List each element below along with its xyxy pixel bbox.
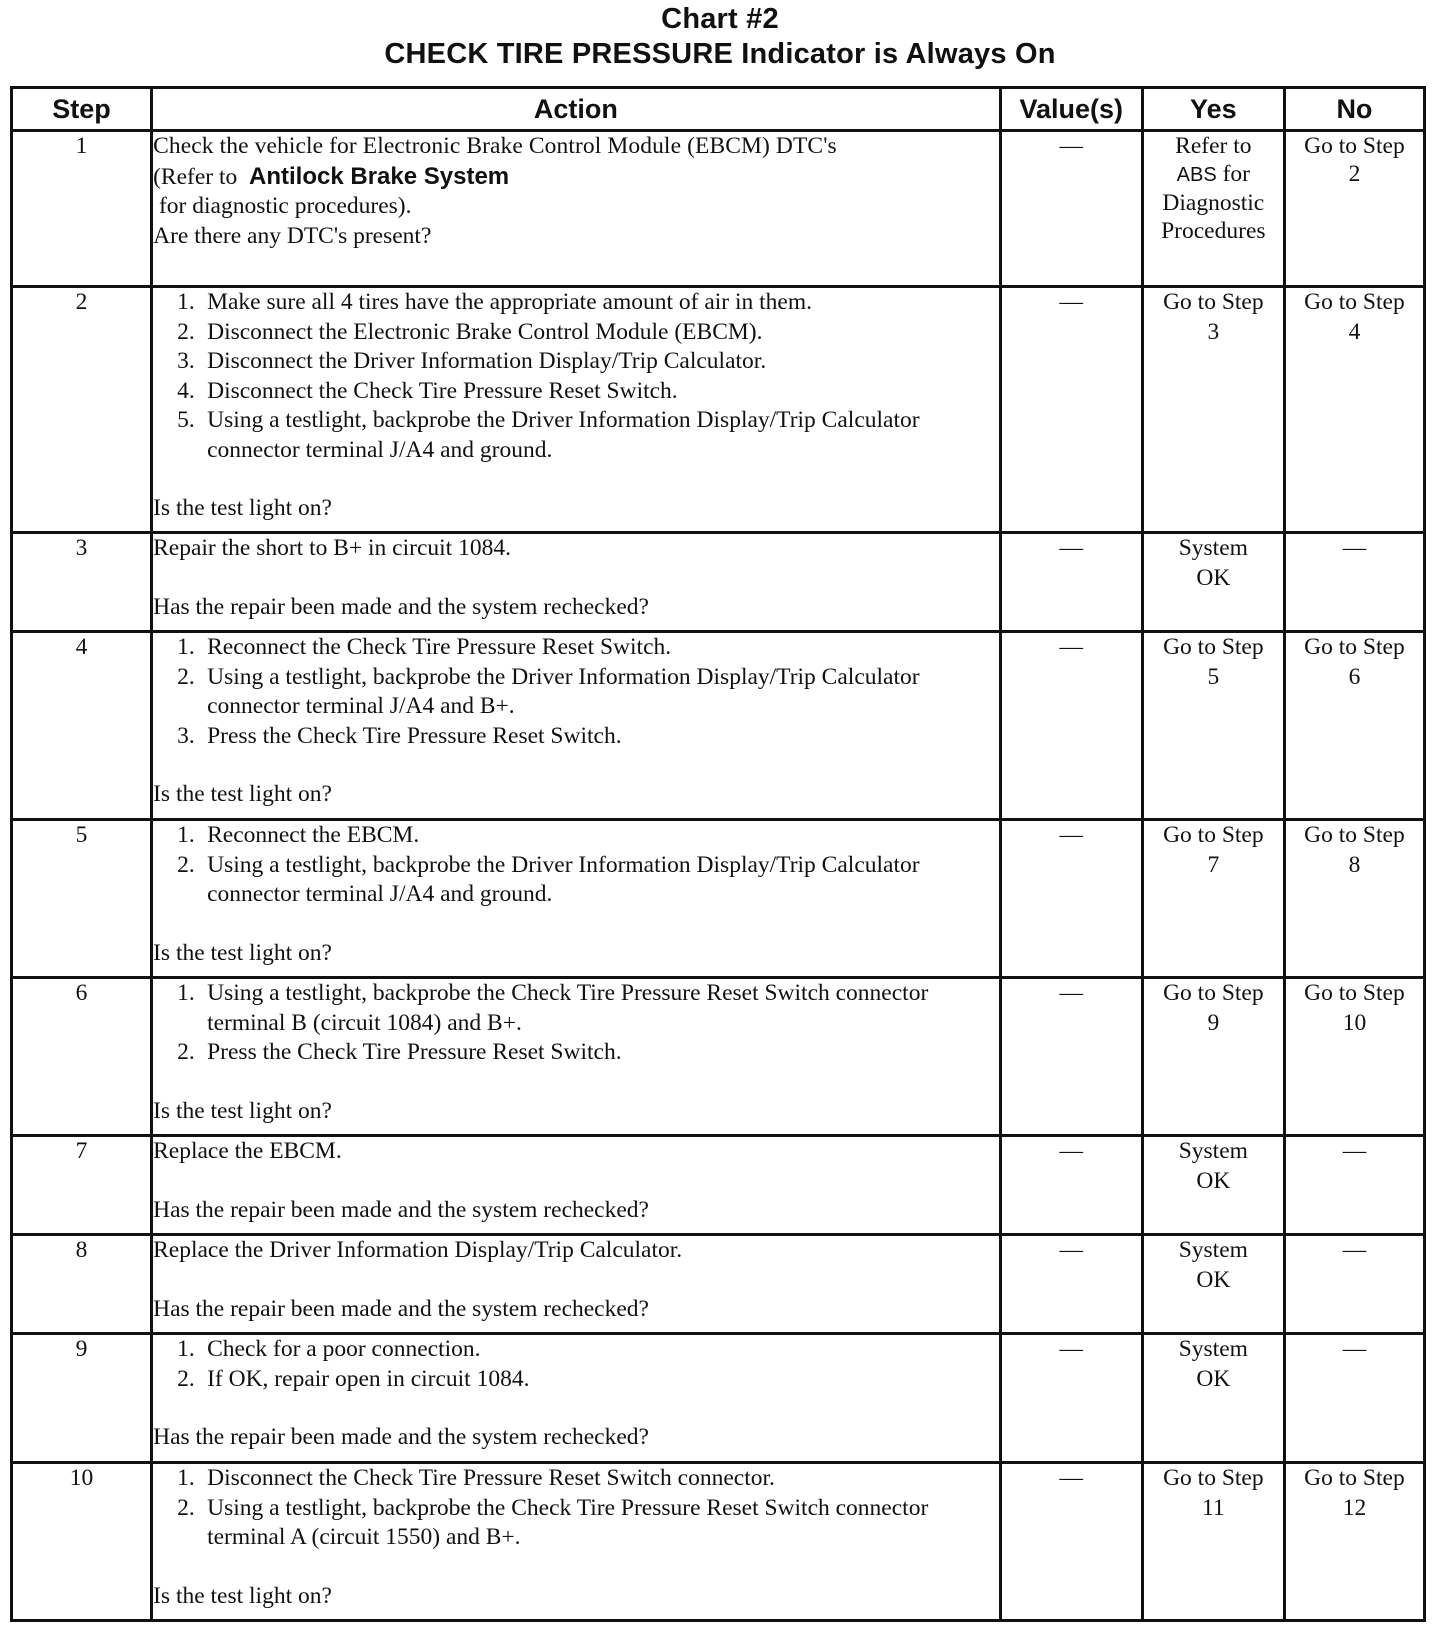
list-item: 2. Using a testlight, backprobe the Driver Information Display/Trip Calculator connector terminal J/A4 and ground. [177,851,920,907]
no-text: Go to Step [1304,1465,1405,1491]
no-cell [1284,632,1424,820]
value-cell: — [1000,533,1142,632]
yes-text: System [1178,1237,1248,1263]
list-item: 1. Reconnect the EBCM. [177,822,420,848]
list-item: 2. If OK, repair open in circuit 1084. [177,1365,530,1392]
action-question: Is the test light on? [153,781,332,807]
list-item: 1. Make sure all 4 tires have the appropriate amount of air in them. [177,289,813,315]
yes-text: Diagnostic [1162,190,1265,216]
table-row [12,1334,1425,1463]
no-text: 4 [1348,318,1361,345]
list-item: 3. Press the Check Tire Pressure Reset Switch. [177,722,622,749]
no-cell [1284,287,1424,533]
header-step: Step [12,88,152,131]
no-cell: — [1284,533,1424,632]
action-list [153,288,999,465]
chart-number: Chart #2 [661,3,779,35]
list-item: 2. Disconnect the Electronic Brake Control Module (EBCM). [177,318,763,345]
action-cell [152,533,1001,632]
yes-text [1144,160,1283,189]
action-question: Is the test light on? [153,495,332,521]
yes-cell [1142,632,1284,820]
no-text: Go to Step [1304,133,1405,159]
action-cell [152,1463,1001,1621]
yes-text: 9 [1207,1009,1220,1036]
yes-text: OK [1196,1167,1231,1194]
action-question: Is the test light on? [153,939,332,966]
value-cell: — [1000,1136,1142,1235]
table-row [12,1463,1425,1621]
list-item: 1. Disconnect the Check Tire Pressure Reset Switch connector. [177,1465,775,1491]
value-cell: — [1000,820,1142,978]
no-cell [1284,820,1424,978]
yes-cell [1142,1136,1284,1235]
yes-text: OK [1196,564,1231,591]
header-row [12,88,1425,131]
value-cell: — [1000,632,1142,820]
action-question: Is the test light on? [153,1582,332,1609]
step-number: 3 [12,533,152,632]
yes-text: System [1178,1336,1248,1362]
action-list [153,821,999,910]
action-cell [152,1334,1001,1463]
value-cell: — [1000,1235,1142,1334]
list-item: 2. Using a testlight, backprobe the Driver Information Display/Trip Calculator connector terminal J/A4 and B+. [177,663,920,719]
action-text: Repair the short to B+ in circuit 1084. [153,535,511,561]
no-cell [1284,978,1424,1136]
no-cell: — [1284,1136,1424,1235]
action-question: Has the repair been made and the system rechecked? [153,1424,649,1450]
value-cell: — [1000,978,1142,1136]
yes-cell [1142,287,1284,533]
step-number: 1 [12,131,152,287]
no-text: 12 [1342,1494,1367,1521]
step-number: 7 [12,1136,152,1235]
yes-text: Go to Step [1163,634,1264,660]
action-question: Has the repair been made and the system rechecked? [153,1295,649,1322]
action-text [153,162,999,193]
action-text: Replace the Driver Information Display/Trip Calculator. [153,1237,683,1263]
list-item: 4. Disconnect the Check Tire Pressure Reset Switch. [177,377,678,404]
action-list [153,1464,999,1553]
no-text: Go to Step [1304,289,1405,315]
table-row [12,533,1425,632]
no-text: Go to Step [1304,980,1405,1006]
header-value: Value(s) [1000,88,1142,131]
step-number: 6 [12,978,152,1136]
action-cell [152,632,1001,820]
action-list [153,1335,999,1394]
yes-text: ABS [1176,164,1217,186]
list-item: 5. Using a testlight, backprobe the Driver Information Display/Trip Calculator connector terminal J/A4 and ground. [177,407,920,463]
yes-cell [1142,820,1284,978]
list-item: 2. Press the Check Tire Pressure Reset Switch. [177,1039,622,1065]
yes-text: 7 [1207,851,1220,878]
yes-text: for [1216,161,1250,187]
yes-cell [1142,1235,1284,1334]
yes-text: Refer to [1175,133,1252,159]
header-action: Action [152,88,1001,131]
action-cell [152,820,1001,978]
action-list [153,979,999,1068]
no-text: 6 [1348,663,1361,690]
yes-text: OK [1196,1266,1231,1293]
table-row [12,978,1425,1136]
yes-text: Go to Step [1163,822,1264,848]
action-text: Check the vehicle for Electronic Brake Control Module (EBCM) DTC's [153,133,837,159]
no-text: Go to Step [1304,634,1405,660]
action-list [153,633,999,751]
yes-cell [1142,1463,1284,1621]
action-cell [152,287,1001,533]
step-number: 5 [12,820,152,978]
list-item: 2. Using a testlight, backprobe the Check Tire Pressure Reset Switch connector terminal A (circuit 1550) and B+. [177,1494,929,1550]
step-number: 2 [12,287,152,533]
yes-text: Go to Step [1163,289,1264,315]
no-cell [1284,131,1424,287]
yes-text: System [1178,1138,1248,1164]
header-yes: Yes [1142,88,1284,131]
yes-text: Go to Step [1163,980,1264,1006]
table-row [12,1136,1425,1235]
yes-text: 11 [1202,1494,1225,1521]
yes-cell [1142,131,1284,287]
step-number: 10 [12,1463,152,1621]
yes-text: Go to Step [1163,1465,1264,1491]
yes-cell [1142,978,1284,1136]
value-cell: — [1000,1334,1142,1463]
action-cell [152,978,1001,1136]
no-cell [1284,1463,1424,1621]
action-question: Are there any DTC's present? [153,222,432,249]
yes-cell [1142,1334,1284,1463]
list-item: 1. Check for a poor connection. [177,1336,481,1362]
yes-text: Procedures [1161,218,1266,244]
list-item: 1. Using a testlight, backprobe the Check Tire Pressure Reset Switch connector terminal B (circuit 1084) and B+. [177,980,929,1036]
yes-cell [1142,533,1284,632]
action-cell [152,1136,1001,1235]
step-number: 4 [12,632,152,820]
action-text: (Refer to [153,163,238,190]
list-item: 3. Disconnect the Driver Information Display/Trip Calculator. [177,348,767,374]
table-row [12,287,1425,533]
step-number: 8 [12,1235,152,1334]
diagnostic-table [10,86,1426,1622]
action-text: Replace the EBCM. [153,1138,342,1164]
table-row [12,131,1425,287]
header-no: No [1284,88,1424,131]
action-question: Has the repair been made and the system rechecked? [153,593,649,620]
no-cell: — [1284,1235,1424,1334]
value-cell: — [1000,287,1142,533]
action-question: Has the repair been made and the system rechecked? [153,1196,649,1223]
no-text: Go to Step [1304,822,1405,848]
table-row [12,820,1425,978]
table-row [12,1235,1425,1334]
yes-text: System [1178,535,1248,561]
action-text: for diagnostic procedures). [153,193,412,219]
reference-title: Antilock Brake System [249,162,510,190]
yes-text: 3 [1207,318,1220,345]
action-question: Is the test light on? [153,1097,332,1124]
value-cell: — [1000,1463,1142,1621]
step-number: 9 [12,1334,152,1463]
action-cell [152,131,1001,287]
chart-title [0,2,1440,72]
no-text: 2 [1348,161,1361,187]
yes-text: OK [1196,1365,1231,1392]
value-cell: — [1000,131,1142,287]
no-text: 8 [1348,851,1361,878]
chart-heading: CHECK TIRE PRESSURE Indicator is Always On [384,38,1056,70]
no-cell: — [1284,1334,1424,1463]
action-cell [152,1235,1001,1334]
no-text: 10 [1342,1009,1367,1036]
table-row [12,632,1425,820]
list-item: 1. Reconnect the Check Tire Pressure Reset Switch. [177,634,672,660]
yes-text: 5 [1207,663,1220,690]
